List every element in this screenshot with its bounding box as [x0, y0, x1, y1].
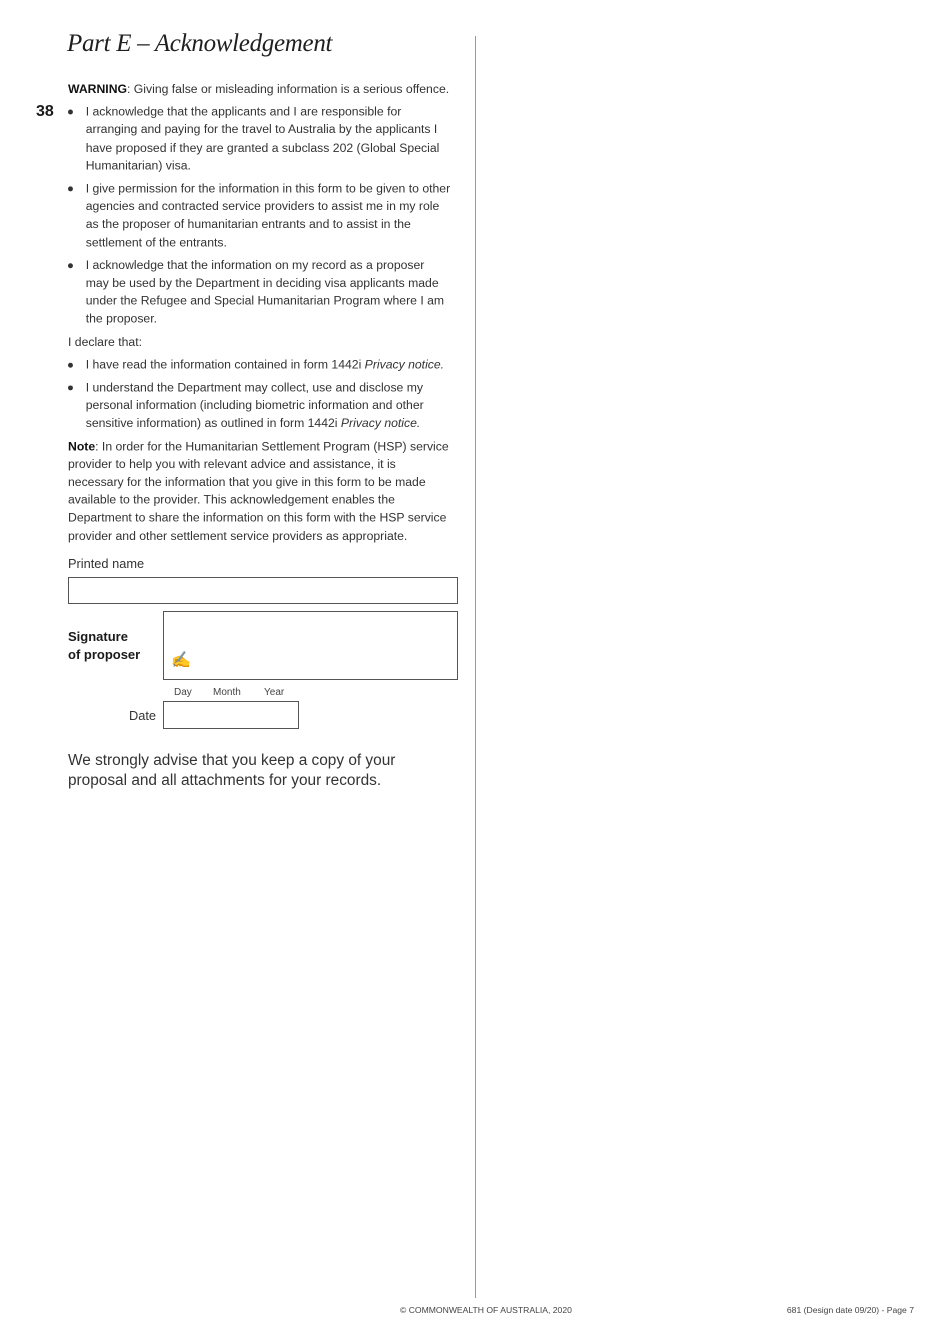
bullet-icon — [68, 385, 73, 390]
question-number: 38 — [36, 103, 54, 120]
printed-name-label: Printed name — [68, 556, 145, 571]
warning-paragraph — [68, 80, 450, 98]
date-day-header: Day — [174, 687, 192, 698]
bullet-icon — [68, 110, 73, 115]
declare-intro: I declare that: — [68, 334, 142, 349]
bullet-icon — [68, 263, 73, 268]
date-year-header: Year — [264, 687, 285, 698]
list-item: I acknowledge that the information on my record as a proposer may be used by the Department in deciding visa applicants made under the Refugee and Special Humanitarian Program where I am the proposer. — [68, 256, 450, 328]
advice-text: We strongly advise that you keep a copy of your proposal and all attachments for your records. — [68, 752, 396, 789]
pen-signature-icon: ✍ — [171, 652, 191, 669]
date-field[interactable] — [163, 701, 299, 729]
list-item: I give permission for the information in this form to be given to other agencies and contracted service providers to assist me in my role as the proposer of humanitarian entrants and to assist in the settlement of the entrants. — [68, 180, 450, 252]
form-page-info: 681 (Design date 09/20) - Page 7 — [786, 1305, 914, 1315]
warning-label: WARNING — [68, 81, 128, 96]
signature-field[interactable] — [163, 611, 458, 680]
note-text: : In order for the Humanitarian Settlement Program (HSP) service provider to help you with relevant advice and assistance, it is necessary for the information that you give in this form to be made available to the provider. This acknowledgement enables the Department to share the information on this form with the HSP service provider and other settlement service providers as appropriate. — [68, 439, 449, 543]
bullet-icon — [68, 186, 73, 191]
list-item: I understand the Department may collect, use and disclose my personal information (including biometric information and other sensitive information) as outlined in form 1442i Privacy notice. — [68, 379, 450, 433]
note-paragraph — [68, 437, 450, 545]
note-label: Note — [68, 439, 96, 454]
copyright-footer: © COMMONWEALTH OF AUSTRALIA, 2020 — [400, 1305, 572, 1315]
signature-label: Signature of proposer — [68, 629, 141, 662]
list-item: I acknowledge that the applicants and I are responsible for arranging and paying for the travel to Australia by the applicants I have proposed if they are granted a subclass 202 (Global Special Humanitarian) visa. — [68, 103, 450, 175]
date-label: Date — [129, 708, 157, 723]
list-item: I have read the information contained in form 1442i Privacy notice. — [68, 356, 450, 374]
acknowledgement-section — [68, 80, 450, 550]
printed-name-field[interactable] — [68, 577, 458, 604]
warning-text: : Giving false or misleading information is a serious offence. — [127, 81, 450, 96]
date-month-header: Month — [213, 687, 241, 698]
part-title: Part E – Acknowledgement — [67, 30, 333, 57]
bullet-icon — [68, 363, 73, 368]
declaration-list — [68, 356, 450, 433]
column-divider — [475, 36, 476, 1298]
acknowledgement-list — [68, 103, 450, 328]
